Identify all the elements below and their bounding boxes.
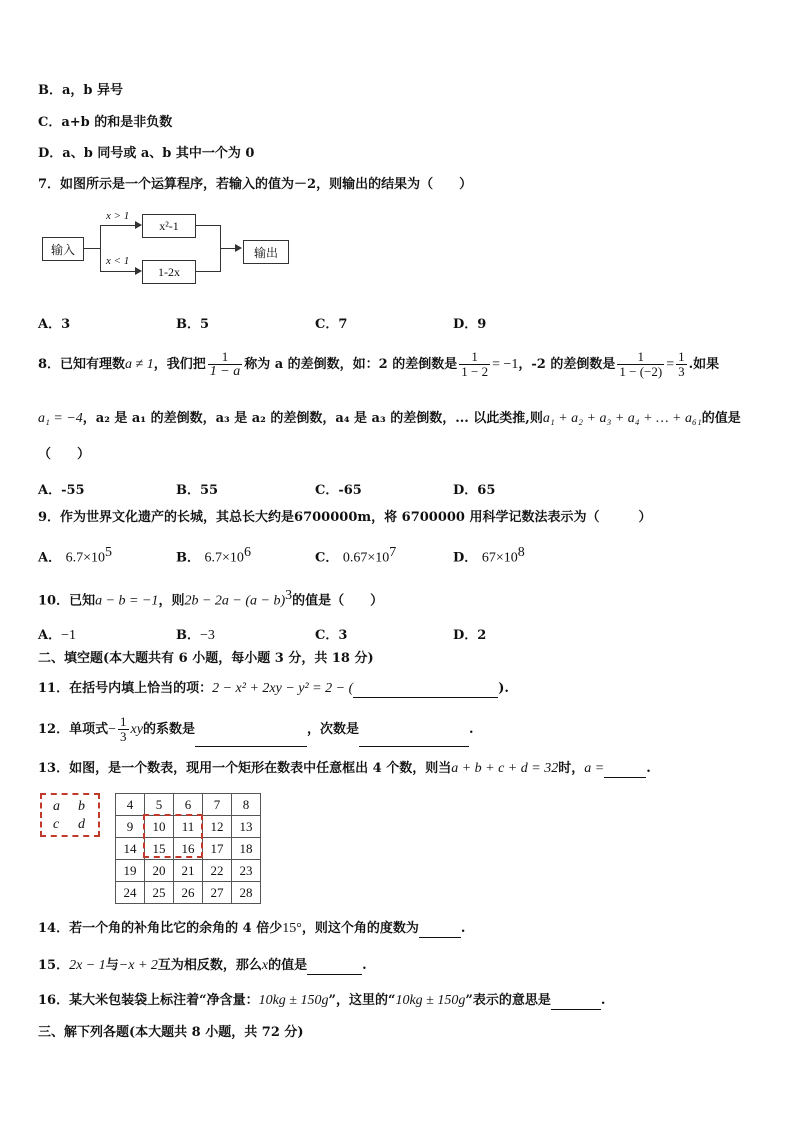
q7-stem: 7．如图所示是一个运算程序，若输入的值为－2，则输出的结果为（ ） bbox=[38, 177, 473, 192]
q12-blank-coefficient[interactable] bbox=[195, 732, 307, 747]
legend-a: a bbox=[53, 799, 60, 814]
table-cell: 8 bbox=[232, 794, 261, 816]
option-text: a，b 异号 bbox=[62, 83, 124, 98]
q10-stem: 10．已知a − b = −1，则$2b - 2a - (a - b)^3$的值是（ ） bbox=[38, 588, 384, 609]
option-b-prev bbox=[38, 82, 123, 100]
table-row bbox=[116, 794, 261, 816]
q9-option-b: B． $6.7\times 10^6$ bbox=[176, 545, 251, 566]
selection-box bbox=[143, 814, 203, 858]
q11-blank[interactable] bbox=[353, 683, 498, 698]
q9-stem: 9．作为世界文化遗产的长城，其总长大约是6700000m，将 6700000 用科学记数法表示为（ ） bbox=[38, 510, 652, 525]
q15-blank[interactable] bbox=[307, 960, 362, 975]
input-box: 输入 bbox=[42, 237, 84, 261]
table-cell: 7 bbox=[203, 794, 232, 816]
table-cell: 14 bbox=[116, 838, 145, 860]
legend-c: c bbox=[53, 817, 60, 832]
table-cell: 18 bbox=[232, 838, 261, 860]
option-key: B． bbox=[38, 83, 62, 98]
option-c-prev bbox=[38, 114, 172, 132]
table-cell: 9 bbox=[116, 816, 145, 838]
q8-option-a: A．-55 bbox=[38, 483, 85, 498]
q9-option-d: D． $67\times 10^8$ bbox=[453, 545, 525, 566]
operation-top: x²-1 bbox=[142, 214, 196, 238]
q8-option-b: B．55 bbox=[176, 483, 219, 498]
option-key: D． bbox=[38, 146, 63, 161]
option-key: C． bbox=[38, 115, 62, 130]
option-text: a、b 同号或 a、b 其中一个为 0 bbox=[62, 146, 255, 161]
q7-option-b: B．5 bbox=[176, 317, 210, 332]
q7-option-c: C．7 bbox=[315, 317, 348, 332]
table-row bbox=[116, 860, 261, 882]
table-cell: 6 bbox=[174, 794, 203, 816]
q14-blank[interactable] bbox=[419, 923, 461, 938]
table-cell: 27 bbox=[203, 882, 232, 904]
q12-blank-degree[interactable] bbox=[359, 732, 469, 747]
legend-d: d bbox=[78, 817, 85, 832]
table-cell: 10 bbox=[145, 816, 174, 838]
table-cell: 16 bbox=[174, 838, 203, 860]
table-cell: 11 bbox=[174, 816, 203, 838]
q8-paren: （ ） bbox=[38, 447, 91, 462]
table-cell: 12 bbox=[203, 816, 232, 838]
option-text: a+b 的和是非负数 bbox=[61, 115, 173, 130]
q11: 11．在括号内填上恰当的项：2 − x² + 2xy − y² = 2 − ( ). bbox=[38, 681, 509, 696]
table-cell: 24 bbox=[116, 882, 145, 904]
section-2-heading: 二、填空题(本大题共有 6 小题，每小题 3 分，共 18 分) bbox=[38, 651, 374, 666]
table-row bbox=[116, 882, 261, 904]
table-cell: 17 bbox=[203, 838, 232, 860]
table-cell: 25 bbox=[145, 882, 174, 904]
table-cell: 5 bbox=[145, 794, 174, 816]
legend-b: b bbox=[78, 799, 85, 814]
q12: 12．单项式− $\frac{1}{3}$ xy的系数是 ，次数是 . bbox=[38, 713, 474, 747]
legend-box bbox=[40, 793, 100, 837]
q10-option-b: B．−3 bbox=[176, 628, 215, 643]
q14: 14．若一个角的补角比它的余角的 4 倍少15°，则这个角的度数为 . bbox=[38, 921, 466, 936]
q7-option-d: D．9 bbox=[453, 317, 487, 332]
q10-option-c: C．3 bbox=[315, 628, 348, 643]
q13-stem: 13．如图，是一个数表，现用一个矩形在数表中任意框出 4 个数，则当a + b + c + d = 32时，a = . bbox=[38, 761, 651, 776]
q8-option-d: D．65 bbox=[453, 483, 496, 498]
table-cell: 28 bbox=[232, 882, 261, 904]
table-cell: 19 bbox=[116, 860, 145, 882]
table-cell: 4 bbox=[116, 794, 145, 816]
q9-option-c: C． $0.67\times 10^7$ bbox=[315, 545, 397, 566]
condition-bottom: x < 1 bbox=[106, 255, 130, 267]
q8-option-c: C．-65 bbox=[315, 483, 362, 498]
table-cell: 13 bbox=[232, 816, 261, 838]
table-cell: 26 bbox=[174, 882, 203, 904]
table-cell: 23 bbox=[232, 860, 261, 882]
q15: 15．2x − 1与−x + 2互为相反数，那么x的值是 . bbox=[38, 958, 367, 973]
q8-line1: 8．已知有理数a ≠ 1，我们把 $\frac{1}{1 - a}$ 称为 a 的差倒数，如：2 的差倒数是 $\frac{1}{1 - 2}$ = −1，-2 的差倒数是 $\frac{1}{1 - (-2)}$ = $\frac{1}{3}$ .如果 bbox=[38, 349, 720, 379]
section-3-heading: 三、解下列各题(本大题共 8 小题，共 72 分) bbox=[38, 1025, 304, 1040]
q10-option-d: D．2 bbox=[453, 628, 487, 643]
q16: 16．某大米包装袋上标注着“净含量：10kg ± 150g”，这里的“10kg ± 150g”表示的意思是 . bbox=[38, 993, 606, 1008]
operation-bottom: 1-2x bbox=[142, 260, 196, 284]
table-cell: 22 bbox=[203, 860, 232, 882]
table-cell: 21 bbox=[174, 860, 203, 882]
q9-option-a: A． $6.7\times 10^5$ bbox=[38, 545, 113, 566]
q13-blank[interactable] bbox=[604, 763, 646, 778]
q10-option-a: A．−1 bbox=[38, 628, 76, 643]
flow-diagram bbox=[38, 208, 298, 288]
option-d-prev bbox=[38, 145, 254, 163]
q8-line2: a₁ = −4，a₂ 是 a₁ 的差倒数，a₃ 是 a₂ 的差倒数，a₄ 是 a₃ 的差倒数，... 以此类推,则a₁ + a₂ + a₃ + a₄ + … + a₆₁的值是 bbox=[38, 411, 741, 426]
q7-option-a: A．3 bbox=[38, 317, 71, 332]
q16-blank[interactable] bbox=[551, 995, 601, 1010]
table-cell: 20 bbox=[145, 860, 174, 882]
condition-top: x > 1 bbox=[106, 210, 130, 222]
output-box: 输出 bbox=[243, 240, 289, 264]
table-cell: 15 bbox=[145, 838, 174, 860]
